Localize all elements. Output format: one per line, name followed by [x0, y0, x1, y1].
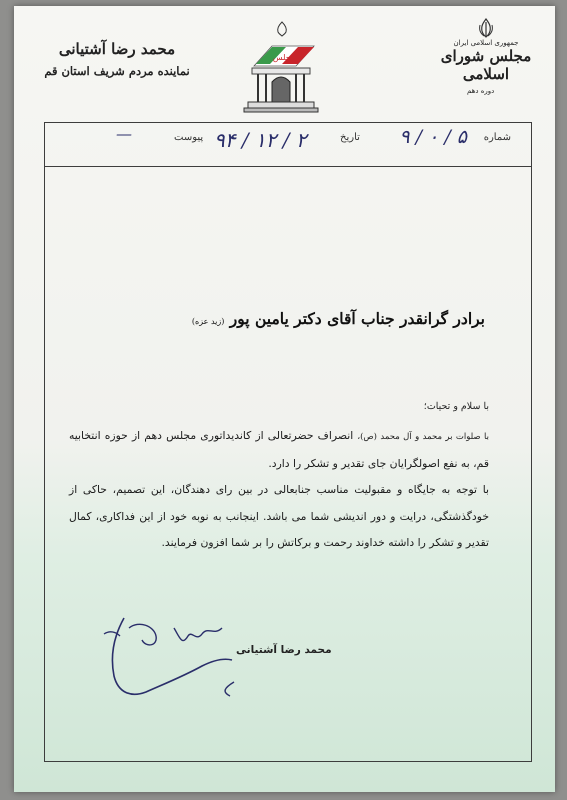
- parliament-term: دوره دهم: [467, 87, 495, 95]
- representative-title: نماینده مردم شریف استان قم: [44, 64, 190, 78]
- paragraph-1-text: انصراف حضرتعالی از کاندیداتوری مجلس دهم از حوزه انتخابیه قم، به نفع اصولگرایان جای تقدیر و تشکر را دارد.: [69, 429, 489, 470]
- letter-page: [14, 6, 555, 792]
- parliament-title: مجلس شورای اسلامی: [440, 47, 532, 83]
- paragraph-1: [69, 423, 489, 477]
- parliament-building-logo: [234, 16, 329, 116]
- lead-in: با صلوات بر محمد و آل محمد (ص)،: [357, 432, 489, 442]
- paragraph-2: با توجه به جایگاه و مقبولیت مناسب جنابعالی در بین رای دهندگان، این تصمیم، حاکی از خودگذشتگی، درایت و دور اندیشی شما می باشد. اینجانب به نوبه خود از این فداکاری، کمال تقدیر و تشکر را داشته خداوند رحمت و برکاتش را بر شما افزون فرمایند.: [69, 483, 489, 550]
- parliament-header: [427, 18, 545, 95]
- attachment-label: پیوست: [174, 132, 204, 143]
- number-value: ۹ / ۰ / ۵: [399, 126, 467, 148]
- republic-label: جمهوری اسلامی ایران: [453, 39, 519, 47]
- date-label: تاریخ: [340, 132, 360, 143]
- number-label: شماره: [483, 132, 511, 143]
- date-value: ۹۴ / ۱۲ / ۲: [214, 128, 307, 152]
- greeting: با سلام و تحیات؛: [423, 401, 489, 412]
- salutation-parenthetical: (زید عزه): [191, 317, 225, 326]
- handwritten-signature: [84, 606, 254, 716]
- salutation-text: برادر گرانقدر جناب آقای دکتر یامین پور: [229, 309, 485, 328]
- frame-divider: [44, 166, 532, 167]
- representative-header: [32, 40, 202, 78]
- representative-name: محمد رضا آشتیانی: [58, 40, 176, 58]
- salutation: [192, 309, 485, 328]
- logo-caption: مجلس: [272, 53, 296, 62]
- signer-name: محمد رضا آشتیانی: [236, 644, 332, 656]
- iran-emblem-icon: [477, 18, 495, 38]
- letter-body: [69, 423, 489, 557]
- attachment-value-dash: —: [116, 124, 132, 143]
